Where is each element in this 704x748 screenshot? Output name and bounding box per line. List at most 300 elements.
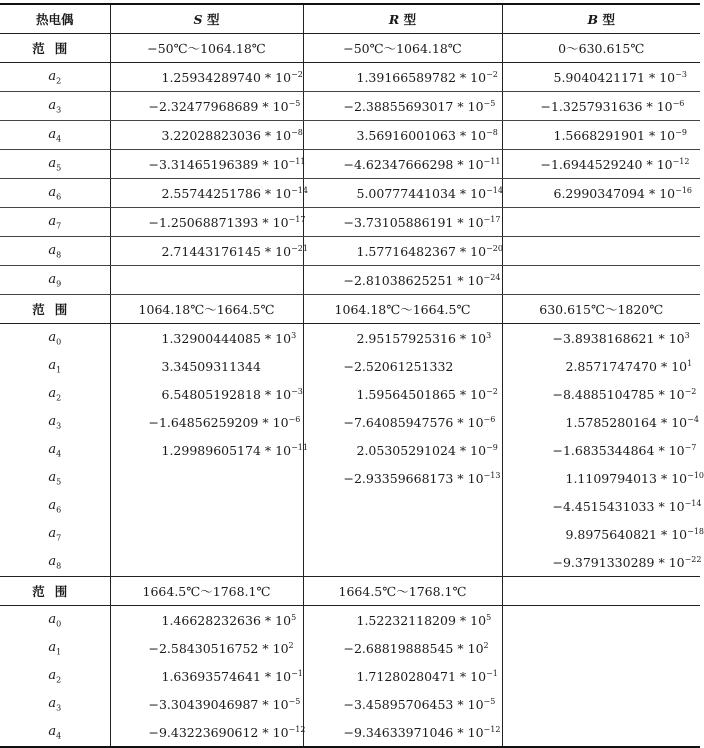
exponent: −5: [484, 697, 496, 706]
multiply-sign: *: [649, 186, 655, 201]
value-text: [344, 641, 489, 656]
coefficient-symbol: $a_2$: [48, 668, 61, 683]
mantissa: −2.81038625251: [344, 273, 454, 288]
mantissa: −3.73105886191: [344, 215, 454, 230]
coefficient-value: [110, 662, 303, 690]
coefficient-index: 7: [56, 534, 61, 543]
coefficient-value: [303, 718, 502, 747]
exponent: 1: [687, 359, 692, 368]
coefficient-value: [110, 380, 303, 408]
mantissa: 1.5668291901: [554, 128, 645, 143]
coefficient-value: [303, 266, 502, 295]
multiply-sign: *: [265, 387, 271, 402]
mantissa: 3.56916001063: [357, 128, 456, 143]
range-value: [502, 577, 700, 606]
exponent-base: 10: [468, 471, 484, 486]
header-type-s: [110, 4, 303, 34]
exponent: −12: [289, 725, 306, 734]
exponent: −1: [486, 669, 498, 678]
exponent: −2: [486, 70, 498, 79]
exponent-base: 10: [468, 697, 484, 712]
mantissa: 1.39166589782: [357, 70, 456, 85]
value-text: [344, 99, 496, 114]
mantissa: 1.71280280471: [357, 669, 456, 684]
multiply-sign: *: [661, 527, 667, 542]
coefficient-symbol: $a_5$: [48, 470, 61, 485]
mantissa: −3.30439046987: [149, 697, 259, 712]
multiply-sign: *: [457, 273, 463, 288]
exponent-base: 10: [669, 499, 685, 514]
coefficient-symbol: $a_6$: [48, 498, 61, 513]
value-text: [566, 359, 693, 374]
exponent-base: 10: [669, 555, 685, 570]
exponent: −17: [289, 215, 306, 224]
coefficient-symbol: $a_2$: [48, 386, 61, 401]
value-text: [344, 697, 496, 712]
mantissa: 1.57716482367: [357, 244, 456, 259]
exponent-base: 10: [468, 641, 484, 656]
coefficient-value: [502, 352, 700, 380]
mantissa: 6.54805192818: [162, 387, 261, 402]
multiply-sign: *: [265, 613, 271, 628]
value-text: [554, 186, 693, 201]
coefficient-label: [0, 63, 110, 92]
coefficient-row: [0, 662, 700, 690]
exponent: 3: [486, 331, 491, 340]
exponent-base: 10: [470, 669, 486, 684]
exponent: −8: [291, 128, 303, 137]
exponent-base: 10: [669, 331, 685, 346]
exponent: −9: [675, 128, 687, 137]
multiply-sign: *: [457, 415, 463, 430]
coefficient-row: [0, 436, 700, 464]
multiply-sign: *: [265, 186, 271, 201]
coefficient-value: [303, 92, 502, 121]
coefficient-symbol: $a_3$: [48, 414, 61, 429]
coefficient-row: [0, 92, 700, 121]
multiply-sign: *: [265, 443, 271, 458]
value-text: [553, 499, 702, 514]
coefficient-value: [110, 606, 303, 635]
coefficient-index: 5: [56, 164, 61, 173]
multiply-sign: *: [460, 244, 466, 259]
multiply-sign: *: [265, 331, 271, 346]
coefficient-index: 4: [56, 450, 61, 459]
mantissa: −2.58430516752: [149, 641, 259, 656]
range-row: [0, 295, 700, 324]
coefficient-value: [110, 63, 303, 92]
coefficient-value: [110, 408, 303, 436]
multiply-sign: *: [658, 443, 664, 458]
coefficient-label: [0, 324, 110, 353]
exponent-base: 10: [275, 331, 291, 346]
multiply-sign: *: [262, 215, 268, 230]
coefficient-value: [502, 208, 700, 237]
mantissa: −1.3257931636: [541, 99, 643, 114]
mantissa: −1.25068871393: [149, 215, 259, 230]
value-text: [553, 387, 697, 402]
coefficient-index: 3: [56, 422, 61, 431]
exponent: −3: [291, 387, 303, 396]
coefficient-value: [110, 179, 303, 208]
multiply-sign: *: [661, 415, 667, 430]
coefficient-symbol: $a_7$: [48, 214, 61, 229]
coefficient-value: [303, 606, 502, 635]
coefficient-index: 8: [56, 251, 61, 260]
coefficient-value: [502, 408, 700, 436]
coefficient-label: [0, 548, 110, 577]
value-text: [162, 669, 303, 684]
coefficient-index: 2: [56, 394, 61, 403]
coefficient-label: [0, 266, 110, 295]
value-text: [357, 70, 498, 85]
coefficient-label: [0, 408, 110, 436]
coefficient-symbol: $a_7$: [48, 526, 61, 541]
exponent: −6: [673, 99, 685, 108]
exponent-base: 10: [275, 244, 291, 259]
coefficient-index: 8: [56, 562, 61, 571]
value-text: [162, 613, 297, 628]
coefficient-index: 9: [56, 280, 61, 289]
coefficient-row: [0, 324, 700, 353]
coefficient-symbol: $a_1$: [48, 640, 61, 655]
value-text: [149, 697, 301, 712]
coefficient-value: [502, 718, 700, 747]
coefficient-value: [303, 690, 502, 718]
coefficient-index: 3: [56, 106, 61, 115]
exponent: −22: [685, 555, 702, 564]
mantissa: −2.52061251332: [344, 359, 454, 374]
exponent: −16: [675, 186, 692, 195]
coefficient-label: [0, 380, 110, 408]
coefficient-value: [502, 179, 700, 208]
coefficient-symbol: $a_0$: [48, 330, 61, 345]
multiply-sign: *: [265, 70, 271, 85]
mantissa: 1.52232118209: [357, 613, 456, 628]
coefficient-value: [502, 63, 700, 92]
multiply-sign: *: [649, 70, 655, 85]
coefficient-value: [303, 121, 502, 150]
coefficient-value: [110, 492, 303, 520]
coefficient-value: [502, 690, 700, 718]
coefficient-symbol: $a_6$: [48, 185, 61, 200]
mantissa: −1.6944529240: [541, 157, 643, 172]
coefficient-value: [502, 380, 700, 408]
mantissa: 1.59564501865: [357, 387, 456, 402]
coefficient-label: [0, 237, 110, 266]
exponent: −7: [685, 443, 697, 452]
coefficient-value: [110, 92, 303, 121]
multiply-sign: *: [658, 499, 664, 514]
exponent: −1: [291, 669, 303, 678]
coefficient-value: [110, 436, 303, 464]
value-text: [149, 157, 306, 172]
coefficient-symbol: $a_1$: [48, 358, 61, 373]
coefficient-value: [303, 179, 502, 208]
type-suffix: 型: [404, 12, 417, 27]
exponent: 5: [291, 613, 296, 622]
value-text: [357, 186, 503, 201]
exponent-base: 10: [273, 157, 289, 172]
exponent: 2: [289, 641, 294, 650]
coefficient-index: 6: [56, 193, 61, 202]
exponent-base: 10: [275, 387, 291, 402]
coefficient-index: 1: [56, 648, 61, 657]
value-text: [162, 70, 303, 85]
mantissa: 9.8975640821: [566, 527, 657, 542]
value-text: [162, 359, 261, 374]
coefficient-value: [303, 662, 502, 690]
coefficient-index: 1: [56, 366, 61, 375]
thermocouple-coefficient-table: [0, 3, 700, 748]
mantissa: −8.4885104785: [553, 387, 655, 402]
value-text: [162, 186, 308, 201]
value-text: [554, 70, 687, 85]
exponent-base: 10: [468, 157, 484, 172]
exponent-base: 10: [470, 387, 486, 402]
exponent-base: 10: [275, 70, 291, 85]
coefficient-row: [0, 492, 700, 520]
coefficient-value: [502, 324, 700, 353]
coefficient-index: 2: [56, 676, 61, 685]
exponent: 3: [291, 331, 296, 340]
exponent-base: 10: [468, 99, 484, 114]
multiply-sign: *: [262, 415, 268, 430]
coefficient-row: [0, 690, 700, 718]
mantissa: 2.8571747470: [566, 359, 657, 374]
exponent-base: 10: [273, 99, 289, 114]
exponent: −5: [289, 697, 301, 706]
value-text: [344, 157, 501, 172]
value-text: [357, 613, 492, 628]
range-value: 1664.5℃～1768.1℃: [303, 577, 502, 606]
value-text: [566, 415, 699, 430]
range-row: [0, 577, 700, 606]
value-text: [344, 471, 501, 486]
mantissa: 1.25934289740: [162, 70, 261, 85]
exponent-base: 10: [470, 443, 486, 458]
coefficient-value: [110, 266, 303, 295]
value-text: [541, 99, 685, 114]
coefficient-label: [0, 150, 110, 179]
exponent: −12: [673, 157, 690, 166]
value-text: [566, 471, 704, 486]
coefficient-label: [0, 92, 110, 121]
coefficient-value: [110, 690, 303, 718]
mantissa: 3.22028823036: [162, 128, 261, 143]
multiply-sign: *: [460, 669, 466, 684]
exponent-base: 10: [468, 725, 484, 740]
mantissa: −1.64856259209: [149, 415, 259, 430]
coefficient-value: [303, 380, 502, 408]
exponent: −2: [685, 387, 697, 396]
coefficient-value: [303, 408, 502, 436]
exponent-base: 10: [669, 443, 685, 458]
value-text: [357, 387, 498, 402]
coefficient-symbol: $a_0$: [48, 612, 61, 627]
value-text: [357, 128, 498, 143]
multiply-sign: *: [457, 215, 463, 230]
mantissa: 1.63693574641: [162, 669, 261, 684]
coefficient-symbol: $a_2$: [48, 69, 61, 84]
value-text: [344, 273, 501, 288]
coefficient-value: [303, 237, 502, 266]
coefficient-value: [303, 208, 502, 237]
exponent-base: 10: [273, 725, 289, 740]
mantissa: 6.2990347094: [554, 186, 645, 201]
coefficient-value: [303, 352, 502, 380]
exponent: −14: [486, 186, 503, 195]
coefficient-row: [0, 121, 700, 150]
mantissa: −1.6835344864: [553, 443, 655, 458]
multiply-sign: *: [658, 555, 664, 570]
coefficient-symbol: $a_3$: [48, 696, 61, 711]
mantissa: −3.45895706453: [344, 697, 454, 712]
exponent: −5: [289, 99, 301, 108]
range-value: 630.615℃～1820℃: [502, 295, 700, 324]
coefficient-symbol: $a_5$: [48, 156, 61, 171]
coefficient-value: [110, 121, 303, 150]
value-text: [149, 725, 306, 740]
exponent: −20: [486, 244, 503, 253]
coefficient-value: [303, 63, 502, 92]
coefficient-label: [0, 208, 110, 237]
mantissa: −7.64085947576: [344, 415, 454, 430]
value-text: [162, 443, 308, 458]
exponent: 2: [484, 641, 489, 650]
coefficient-index: 4: [56, 732, 61, 741]
value-text: [149, 415, 301, 430]
value-text: [553, 443, 697, 458]
value-text: [357, 331, 492, 346]
range-value: 1664.5℃～1768.1℃: [110, 577, 303, 606]
exponent-base: 10: [659, 70, 675, 85]
coefficient-value: [303, 634, 502, 662]
value-text: [162, 244, 308, 259]
coefficient-value: [502, 634, 700, 662]
multiply-sign: *: [265, 244, 271, 259]
exponent-base: 10: [470, 331, 486, 346]
coefficient-row: [0, 63, 700, 92]
multiply-sign: *: [646, 99, 652, 114]
exponent: −11: [289, 157, 306, 166]
exponent: −2: [291, 70, 303, 79]
multiply-sign: *: [457, 641, 463, 656]
value-text: [149, 215, 306, 230]
multiply-sign: *: [661, 359, 667, 374]
table-body: [0, 4, 700, 747]
exponent-base: 10: [671, 415, 687, 430]
coefficient-row: [0, 464, 700, 492]
multiply-sign: *: [658, 387, 664, 402]
mantissa: 2.55744251786: [162, 186, 261, 201]
exponent: 3: [685, 331, 690, 340]
multiply-sign: *: [460, 613, 466, 628]
value-text: [357, 443, 498, 458]
value-text: [162, 387, 303, 402]
exponent-base: 10: [275, 128, 291, 143]
coefficient-label: [0, 690, 110, 718]
coefficient-value: [110, 464, 303, 492]
coefficient-symbol: $a_4$: [48, 724, 61, 739]
coefficient-value: [502, 150, 700, 179]
exponent-base: 10: [659, 186, 675, 201]
exponent-base: 10: [468, 415, 484, 430]
header-thermocouple: 热电偶: [0, 4, 110, 34]
coefficient-row: [0, 237, 700, 266]
range-value: −50℃～1064.18℃: [303, 34, 502, 63]
coefficient-value: [502, 606, 700, 635]
exponent-base: 10: [659, 128, 675, 143]
coefficient-value: [502, 92, 700, 121]
coefficient-label: [0, 718, 110, 747]
exponent-base: 10: [468, 215, 484, 230]
multiply-sign: *: [460, 128, 466, 143]
exponent-base: 10: [273, 641, 289, 656]
exponent-base: 10: [275, 613, 291, 628]
exponent-base: 10: [671, 359, 687, 374]
coefficient-label: [0, 520, 110, 548]
coefficient-value: [110, 718, 303, 747]
value-text: [357, 669, 498, 684]
coefficient-row: [0, 408, 700, 436]
value-text: [541, 157, 690, 172]
mantissa: 5.9040421171: [554, 70, 645, 85]
coefficient-label: [0, 121, 110, 150]
multiply-sign: *: [457, 697, 463, 712]
exponent-base: 10: [275, 443, 291, 458]
multiply-sign: *: [460, 186, 466, 201]
coefficient-row: [0, 380, 700, 408]
coefficient-label: [0, 436, 110, 464]
coefficient-row: [0, 208, 700, 237]
exponent: −8: [486, 128, 498, 137]
coefficient-value: [110, 548, 303, 577]
exponent-base: 10: [669, 387, 685, 402]
coefficient-index: 7: [56, 222, 61, 231]
coefficient-value: [110, 520, 303, 548]
coefficient-value: [110, 237, 303, 266]
mantissa: 1.1109794013: [566, 471, 657, 486]
value-text: [566, 527, 704, 542]
mantissa: −3.8938168621: [553, 331, 655, 346]
mantissa: 5.00777441034: [357, 186, 456, 201]
multiply-sign: *: [658, 331, 664, 346]
coefficient-value: [303, 548, 502, 577]
exponent-base: 10: [275, 669, 291, 684]
mantissa: −9.34633971046: [344, 725, 454, 740]
coefficient-value: [303, 492, 502, 520]
exponent-base: 10: [671, 527, 687, 542]
mantissa: −4.4515431033: [553, 499, 655, 514]
coefficient-value: [502, 662, 700, 690]
type-suffix: 型: [207, 12, 220, 27]
coefficient-row: [0, 150, 700, 179]
value-text: [149, 99, 301, 114]
exponent-base: 10: [468, 273, 484, 288]
mantissa: −9.43223690612: [149, 725, 259, 740]
coefficient-value: [110, 634, 303, 662]
exponent: −17: [484, 215, 501, 224]
multiply-sign: *: [460, 70, 466, 85]
multiply-sign: *: [262, 697, 268, 712]
exponent: −13: [484, 471, 501, 480]
exponent: −14: [291, 186, 308, 195]
coefficient-symbol: $a_9$: [48, 272, 61, 287]
exponent: −18: [687, 527, 704, 536]
mantissa: −2.32477968689: [149, 99, 259, 114]
coefficient-value: [110, 352, 303, 380]
